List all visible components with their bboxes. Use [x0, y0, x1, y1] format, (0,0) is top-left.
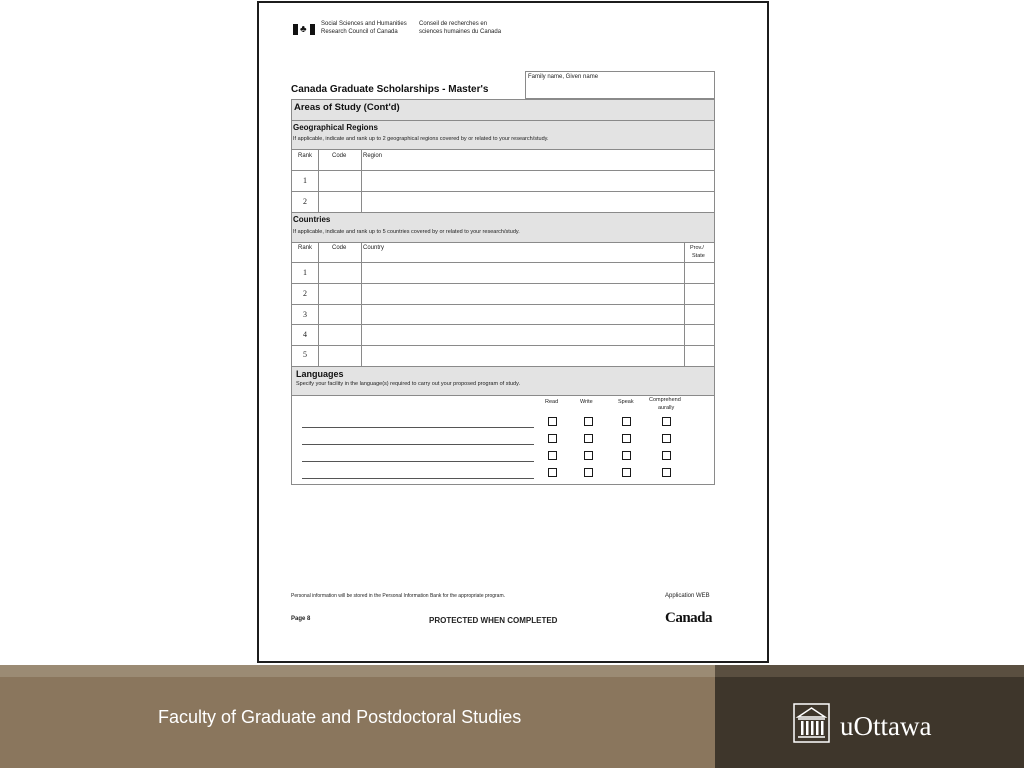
country-rank-3: 3	[303, 310, 307, 319]
geo-region-1-field[interactable]	[362, 171, 714, 191]
geo-code-2-field[interactable]	[319, 192, 361, 212]
protected-notice: PROTECTED WHEN COMPLETED	[429, 616, 558, 625]
canada-flag-icon: ♣	[293, 24, 315, 35]
country-rank-2: 2	[303, 289, 307, 298]
faculty-name: Faculty of Graduate and Postdoctoral Studies	[158, 707, 522, 727]
languages-col-comprehend-line2: aurally	[658, 405, 675, 411]
languages-title: Languages	[296, 369, 344, 379]
country-rank-1: 1	[303, 268, 307, 277]
application-label: Application WEB	[665, 593, 710, 599]
language-2-comprehend-checkbox[interactable]	[662, 434, 671, 443]
country-rank-4: 4	[303, 330, 307, 339]
countries-header-bg	[292, 213, 714, 242]
geo-col-region: Region	[363, 153, 383, 159]
language-3-comprehend-checkbox[interactable]	[662, 451, 671, 460]
language-1-comprehend-checkbox[interactable]	[662, 417, 671, 426]
geo-col-code: Code	[332, 153, 347, 159]
country-rank-5: 5	[303, 350, 307, 359]
country-1-field[interactable]	[362, 263, 684, 283]
languages-col-speak: Speak	[618, 399, 634, 405]
form-document	[257, 1, 769, 663]
language-3-speak-checkbox[interactable]	[622, 451, 631, 460]
countries-col-prov-line1: Prov./	[690, 245, 704, 251]
geo-rank-1: 1	[303, 176, 307, 185]
footer-band-top-right	[715, 665, 1024, 677]
language-1-read-checkbox[interactable]	[548, 417, 557, 426]
language-1-field[interactable]	[302, 427, 534, 428]
country-2-field[interactable]	[362, 284, 684, 304]
language-1-write-checkbox[interactable]	[584, 417, 593, 426]
section-title: Areas of Study (Cont'd)	[294, 102, 400, 113]
language-2-field[interactable]	[302, 444, 534, 445]
geo-code-1-field[interactable]	[319, 171, 361, 191]
agency-name-fr-line1: Conseil de recherches en	[419, 21, 488, 27]
language-4-field[interactable]	[302, 478, 534, 479]
countries-col-code: Code	[332, 245, 347, 251]
country-3-field[interactable]	[362, 305, 684, 324]
languages-col-write: Write	[580, 399, 593, 405]
name-field[interactable]	[525, 71, 715, 99]
countries-title: Countries	[293, 215, 331, 224]
countries-col-country: Country	[363, 245, 385, 251]
language-4-comprehend-checkbox[interactable]	[662, 468, 671, 477]
name-field-label: Family name, Given name	[528, 74, 599, 80]
building-columns-icon	[793, 703, 830, 743]
countries-instructions: If applicable, indicate and rank up to 5 countries covered by or related to your research/study.	[293, 229, 520, 235]
language-2-read-checkbox[interactable]	[548, 434, 557, 443]
agency-name-en-line2: Research Council of Canada	[321, 29, 398, 35]
country-5-field[interactable]	[362, 346, 684, 366]
languages-col-comprehend-line1: Comprehend	[649, 397, 681, 403]
geo-title: Geographical Regions	[293, 123, 378, 132]
footer-band-top-left	[0, 665, 715, 677]
language-4-speak-checkbox[interactable]	[622, 468, 631, 477]
privacy-notice: Personal information will be stored in the Personal Information Bank for the appropriate program.	[291, 593, 506, 599]
geo-instructions: If applicable, indicate and rank up to 2 geographical regions covered by or related to your research/study.	[293, 136, 549, 142]
languages-col-read: Read	[545, 399, 559, 405]
canada-wordmark: Canada	[665, 610, 713, 626]
uottawa-logo-text: uOttawa	[840, 711, 932, 741]
countries-col-rank: Rank	[298, 245, 313, 251]
agency-name-fr-line2: sciences humaines du Canada	[419, 29, 502, 35]
page-number: Page 8	[291, 616, 311, 622]
language-3-write-checkbox[interactable]	[584, 451, 593, 460]
geo-rank-2: 2	[303, 197, 307, 206]
language-4-write-checkbox[interactable]	[584, 468, 593, 477]
form-title: Canada Graduate Scholarships - Master's	[291, 84, 489, 95]
geo-col-rank: Rank	[298, 153, 313, 159]
language-4-read-checkbox[interactable]	[548, 468, 557, 477]
language-3-field[interactable]	[302, 461, 534, 462]
geo-region-2-field[interactable]	[362, 192, 714, 212]
agency-name-en-line1: Social Sciences and Humanities	[321, 21, 407, 27]
language-3-read-checkbox[interactable]	[548, 451, 557, 460]
language-2-speak-checkbox[interactable]	[622, 434, 631, 443]
country-4-field[interactable]	[362, 325, 684, 345]
languages-instructions: Specify your facility in the language(s) required to carry out your proposed program of study.	[296, 381, 520, 387]
language-2-write-checkbox[interactable]	[584, 434, 593, 443]
language-1-speak-checkbox[interactable]	[622, 417, 631, 426]
countries-col-prov-line2: State	[692, 253, 705, 259]
